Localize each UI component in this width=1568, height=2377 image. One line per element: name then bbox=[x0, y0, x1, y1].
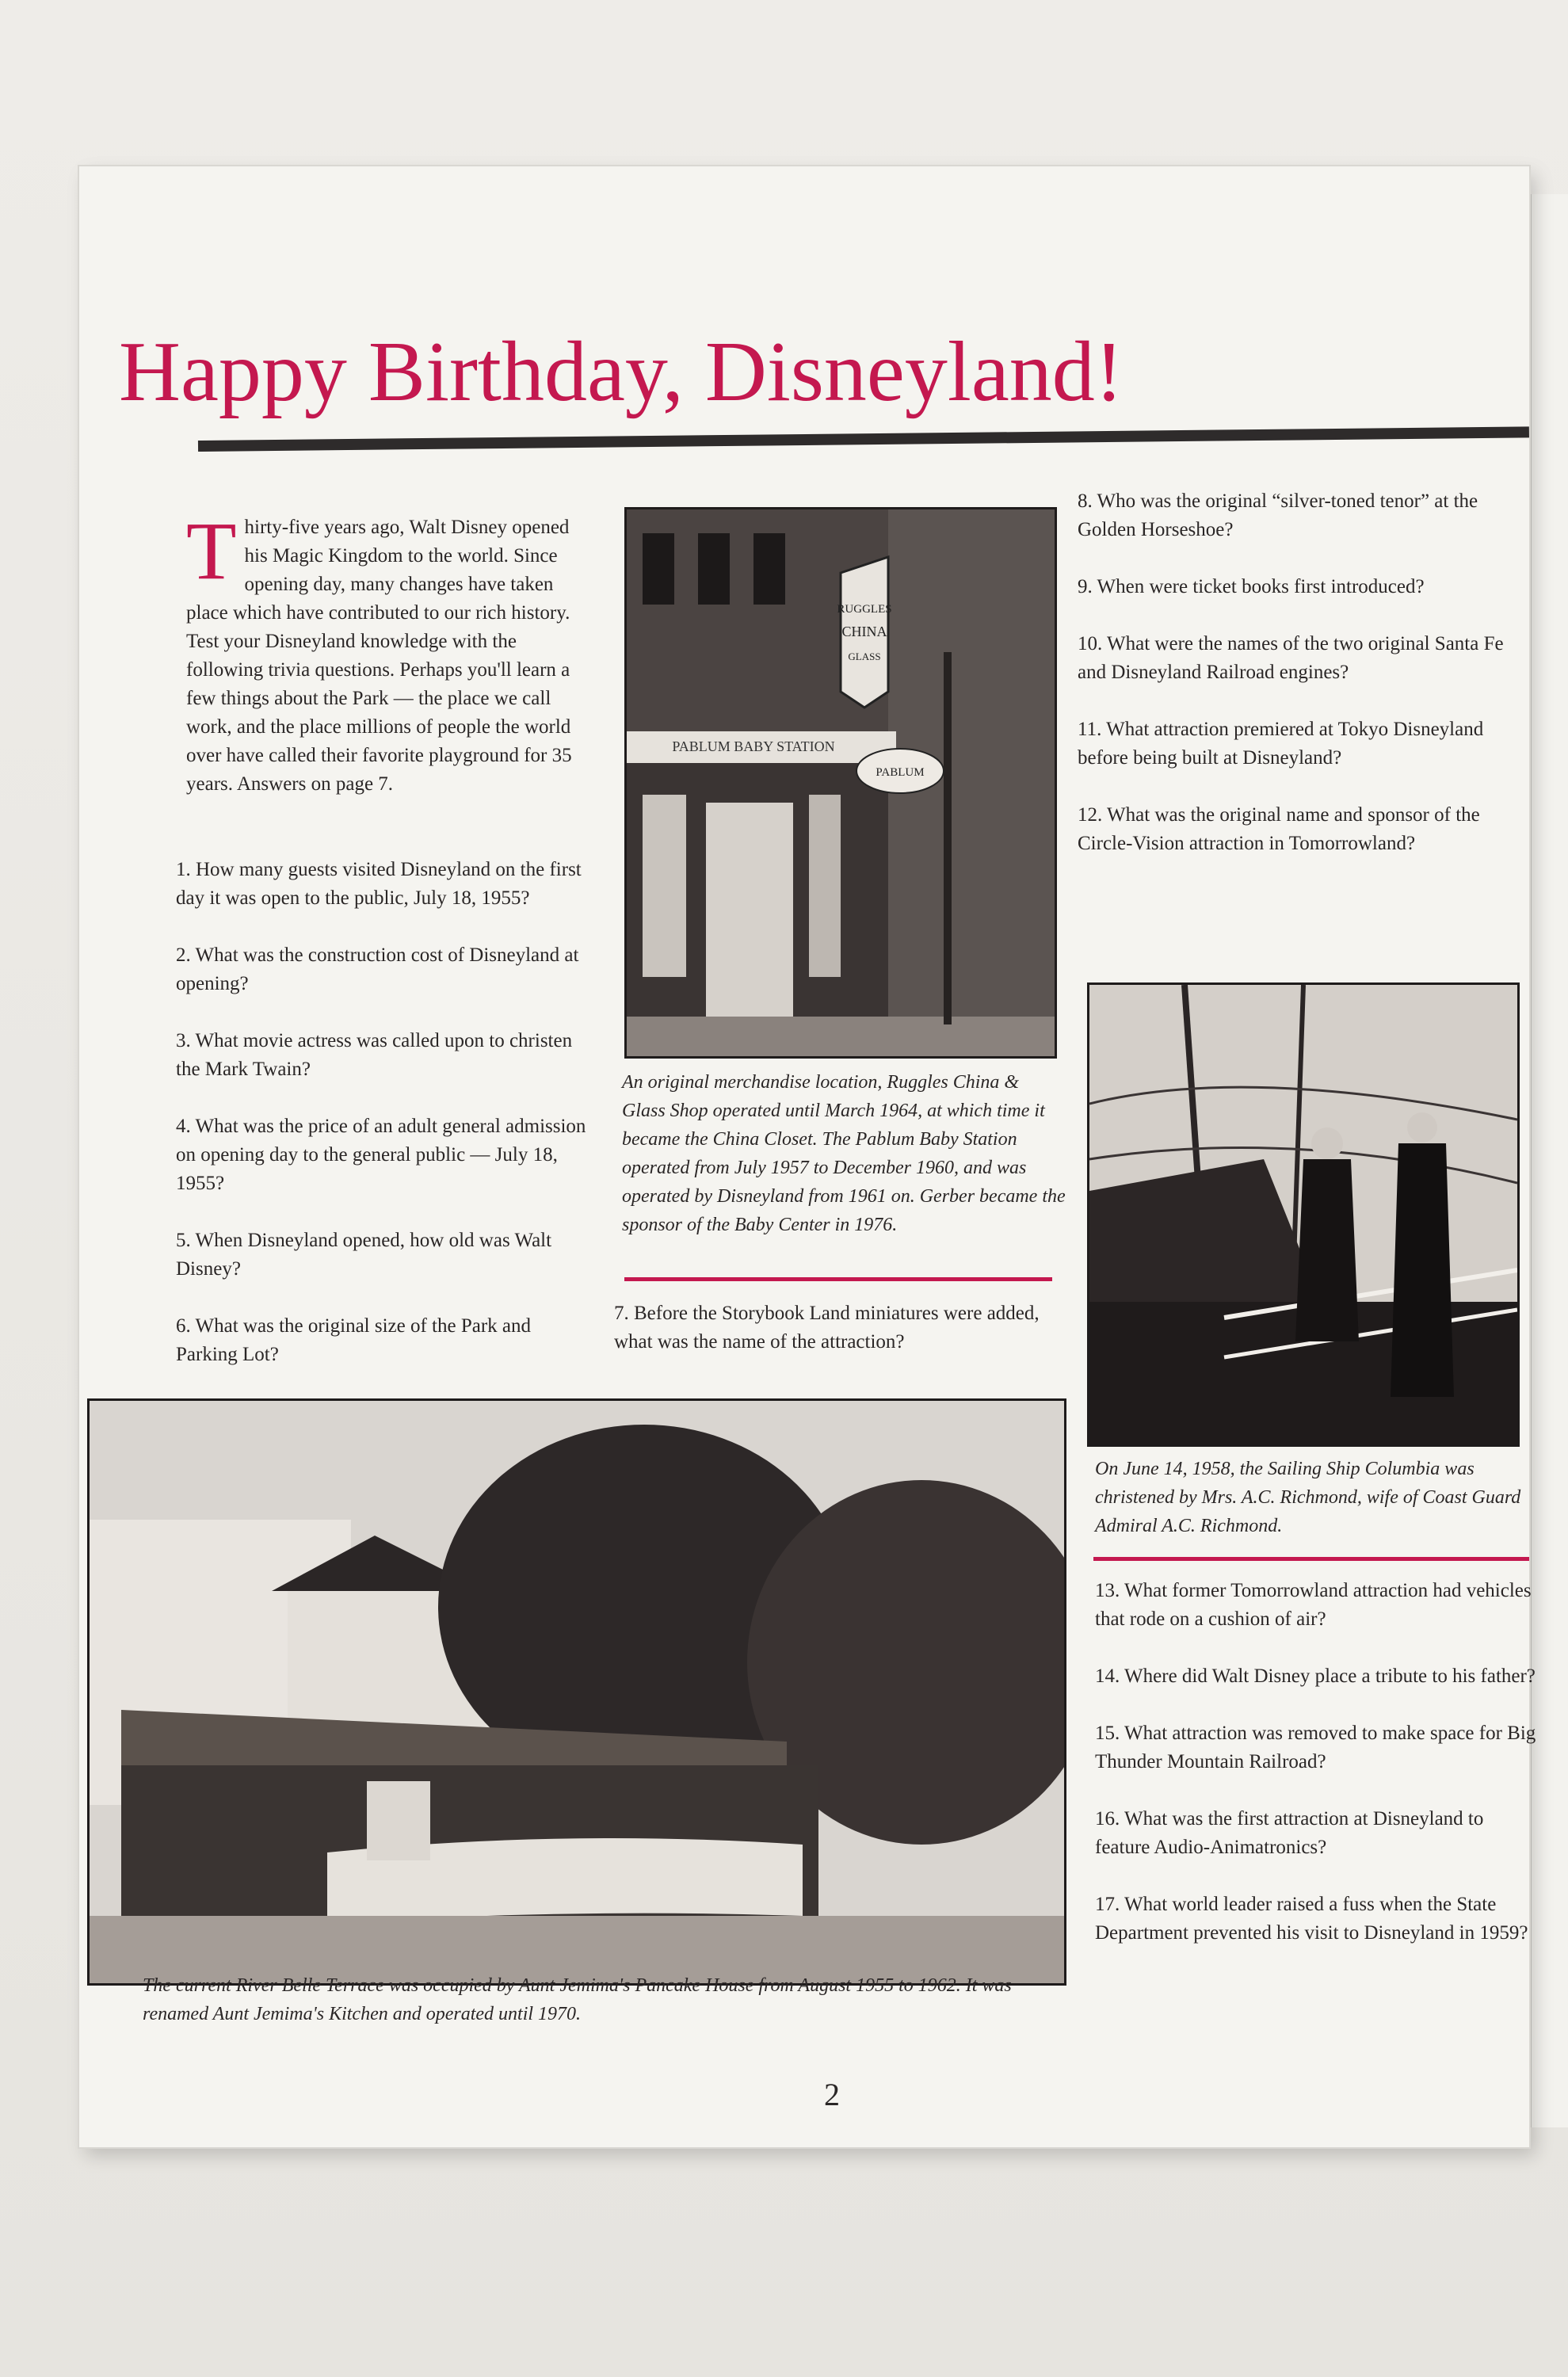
questions-right-top bbox=[1078, 487, 1521, 887]
question-4: 4. What was the price of an adult general admission on opening day to the general public — July 18, 1955? bbox=[176, 1116, 586, 1194]
question-14: 14. Where did Walt Disney place a tribute to his father? bbox=[1095, 1665, 1536, 1687]
intro-text: hirty-five years ago, Walt Disney opened his Magic Kingdom to the world. Since opening day, many changes have taken place which have contributed to our rich history. Test your Disneyland knowledge with the following trivia questions. Perhaps you'll learn a few things about the Park — the place we call work, and the place millions of people the world over have called their favorite playground for 35 years. Answers on page 7. bbox=[186, 517, 572, 795]
question-8: 8. Who was the original “silver-toned tenor” at the Golden Horseshoe? bbox=[1078, 490, 1478, 540]
question-13: 13. What former Tomorrowland attraction had vehicles that rode on a cushion of air? bbox=[1095, 1580, 1532, 1630]
question-5: 5. When Disneyland opened, how old was Walt Disney? bbox=[176, 1230, 552, 1280]
svg-text:GLASS: GLASS bbox=[848, 651, 881, 662]
intro-paragraph bbox=[186, 506, 582, 799]
question-7: 7. Before the Storybook Land miniatures were added, what was the name of the attraction? bbox=[614, 1303, 1040, 1353]
columbia-photo-illustration bbox=[1089, 985, 1517, 1444]
question-16: 16. What was the first attraction at Disneyland to feature Audio-Animatronics? bbox=[1095, 1808, 1484, 1858]
question-10: 10. What were the names of the two original Santa Fe and Disneyland Railroad engines? bbox=[1078, 633, 1504, 683]
drop-cap: T bbox=[186, 506, 237, 597]
svg-text:CHINA: CHINA bbox=[841, 624, 887, 639]
question-6: 6. What was the original size of the Park and Parking Lot? bbox=[176, 1315, 532, 1365]
ruggles-photo-illustration bbox=[627, 509, 1055, 1056]
photo-sailing-ship-columbia bbox=[1087, 982, 1520, 1447]
question-1: 1. How many guests visited Disneyland on the first day it was open to the public, July 18, 1955? bbox=[176, 859, 582, 909]
svg-text:PABLUM: PABLUM bbox=[876, 766, 925, 779]
questions-left-column bbox=[176, 856, 588, 1398]
question-2: 2. What was the construction cost of Disneyland at opening? bbox=[176, 944, 579, 994]
terrace-photo-illustration bbox=[90, 1401, 1064, 1983]
questions-right-bottom bbox=[1095, 1577, 1539, 1976]
photo-ruggles-china-shop bbox=[624, 507, 1057, 1059]
caption-columbia: On June 14, 1958, the Sailing Ship Columbia was christened by Mrs. A.C. Richmond, wife of Coast Guard Admiral A.C. Richmond. bbox=[1095, 1459, 1521, 1536]
pink-divider-right bbox=[1093, 1557, 1529, 1561]
page-title: Happy Birthday, Disneyland! bbox=[119, 325, 1124, 419]
question-17: 17. What world leader raised a fuss when the State Department prevented his visit to Disneyland in 1959? bbox=[1095, 1894, 1528, 1944]
question-9: 9. When were ticket books first introduced? bbox=[1078, 576, 1425, 597]
question-3: 3. What movie actress was called upon to christen the Mark Twain? bbox=[176, 1030, 573, 1080]
svg-text:RUGGLES: RUGGLES bbox=[837, 603, 892, 616]
page-number: 2 bbox=[824, 2077, 840, 2112]
caption-ruggles: An original merchandise location, Ruggles China & Glass Shop operated until March 1964, at which time it became the China Closet. The Pablum Baby Station operated from July 1957 to December 1960, and was operated by Disneyland from 1961 on. Gerber became the sponsor of the Baby Center in 1976. bbox=[622, 1072, 1066, 1235]
question-15: 15. What attraction was removed to make space for Big Thunder Mountain Railroad? bbox=[1095, 1723, 1536, 1772]
svg-text:PABLUM BABY STATION: PABLUM BABY STATION bbox=[672, 738, 835, 754]
question-12: 12. What was the original name and sponsor of the Circle-Vision attraction in Tomorrowland? bbox=[1078, 804, 1480, 854]
question-11: 11. What attraction premiered at Tokyo Disneyland before being built at Disneyland? bbox=[1078, 719, 1484, 769]
caption-terrace: The current River Belle Terrace was occupied by Aunt Jemima's Pancake House from August 1955 to 1962. It was renamed Aunt Jemima's Kitchen and operated until 1970. bbox=[143, 1975, 1012, 2024]
pink-divider bbox=[624, 1277, 1052, 1281]
photo-river-belle-terrace bbox=[87, 1398, 1066, 1986]
